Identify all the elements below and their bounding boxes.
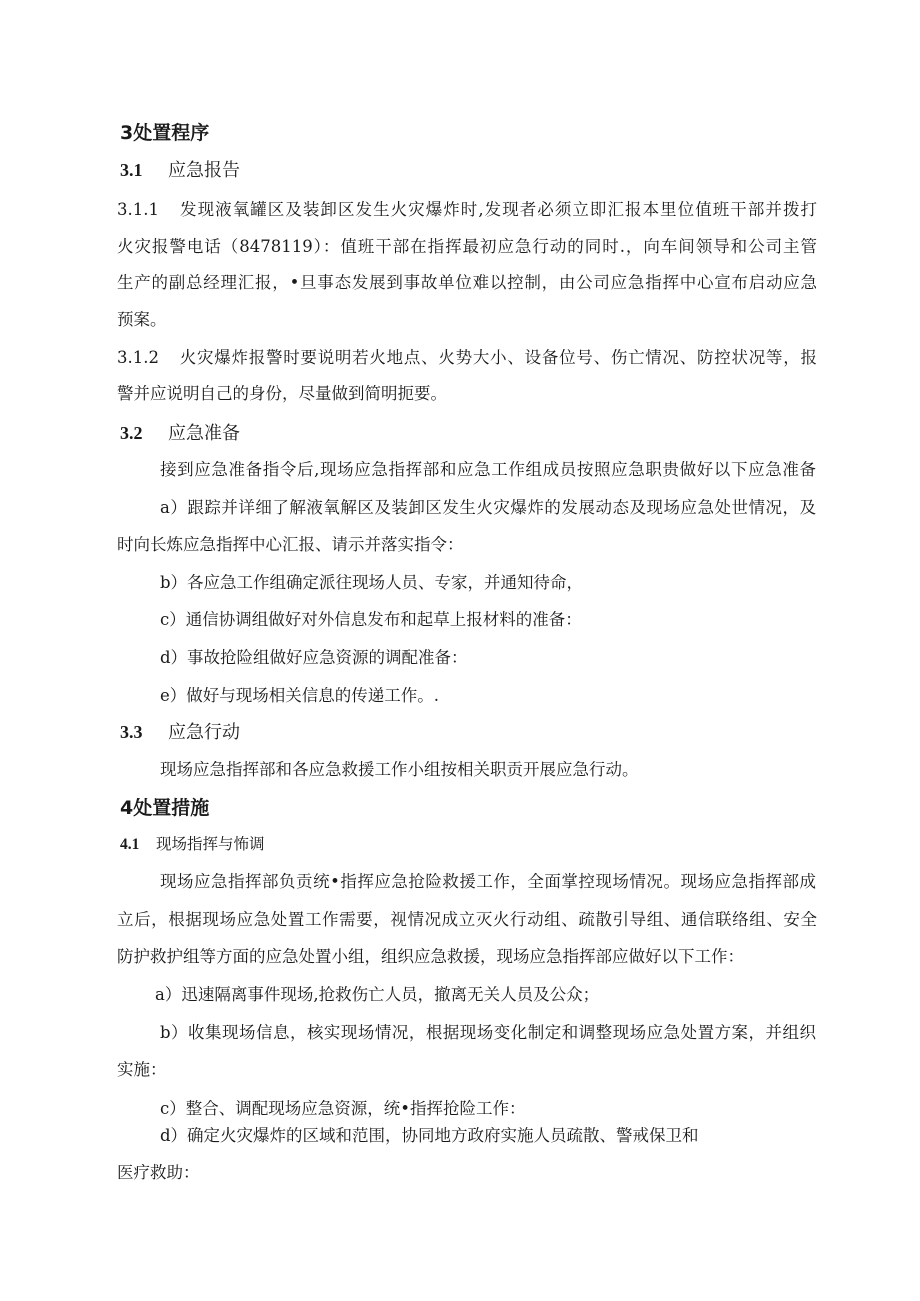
section-number: 3.3 <box>120 722 143 742</box>
list-item-a-cont: 时向长炼应急指挥中心汇报、请示并落实指令： <box>117 535 464 554</box>
paragraph-line: 现场应急指挥部和各应急救援工作小组按相关职贡开展应急行动。 <box>160 760 639 779</box>
paragraph-line: 生产的副总经理汇报，•旦事态发展到事故单位难以控制，由公司应急指挥中心宣布启动应急 <box>117 273 817 292</box>
paragraph-line: 火灾报警电话（8478119）：值班干部在指挥最初应急行动的同时.，向车间领导和公司主管 <box>117 237 817 256</box>
clause-number: 3.1.2 <box>117 348 159 367</box>
list-item-e: e）做好与现场相关信息的传递工作。. <box>160 686 440 705</box>
clause-number: 3.1.1 <box>117 200 159 219</box>
section-4-heading: 4处置措施 <box>120 797 210 819</box>
section-title: 应急行动 <box>168 722 240 743</box>
list-item-b: b）各应急工作组确定派往现场人员、专家，并通知待命， <box>160 573 584 592</box>
list-item-d: d）事故抢险组做好应急资源的调配准备： <box>160 648 468 667</box>
list-item-c: c）整合、调配现场应急资源，统•指挥抢险工作： <box>160 1099 526 1118</box>
section-3-2-heading <box>120 421 240 446</box>
section-title: 应急报告 <box>168 160 240 181</box>
paragraph-text: 火灾爆炸报警时要说明若火地点、火势大小、设备位号、伤亡情况、防控状况等，报 <box>179 348 817 367</box>
list-item-d-cont: 医疗救助： <box>117 1163 200 1182</box>
paragraph-line: 预案。 <box>117 310 167 329</box>
section-4-1-heading <box>120 834 265 855</box>
paragraph-line: 立后，根据现场应急处置工作需要，视情况成立灭火行动组、疏散引导组、通信联络组、安全 <box>117 910 817 929</box>
section-3-1-heading <box>120 158 240 183</box>
list-item-b: b）收集现场信息，核实现场情况，根据现场变化制定和调整现场应急处置方案，并组织 <box>160 1023 816 1042</box>
list-item-a: a）跟踪并详细了解液氧解区及装卸区发生火灾爆炸的发展动态及现场应急处世情况，及 <box>160 498 816 517</box>
section-title: 现场指挥与怖调 <box>156 835 265 853</box>
paragraph-line: 现场应急指挥部负贡统•指挥应急抢险救援工作，全面掌控现场情况。现场应急指挥部成 <box>160 872 816 891</box>
paragraph-line <box>117 348 817 368</box>
list-item-a: a）迅速隔离事件现场,抢救伤亡人员，撤离无关人员及公众； <box>155 985 600 1004</box>
section-number: 3.1 <box>120 160 143 180</box>
paragraph-line: 警并应说明自己的身份，尽量做到简明扼要。 <box>117 384 447 403</box>
paragraph-text: 发现液氧罐区及装卸区发生火灾爆炸时,发现者必须立即汇报本里位值班干部并拨打 <box>179 200 817 219</box>
paragraph-line: 接到应急准备指令后,现场应急指挥部和应急工作组成员按照应急职贵做好以下应急准备 <box>160 460 816 479</box>
section-number: 3.2 <box>120 423 143 443</box>
list-item-c: c）通信协调组做好对外信息发布和起草上报材料的准备： <box>160 610 582 629</box>
list-item-d: d）确定火灾爆炸的区域和范围，协同地方政府实施人员疏散、警戒保卫和 <box>160 1126 699 1145</box>
section-3-3-heading <box>120 720 240 745</box>
list-item-b-cont: 实施： <box>117 1060 167 1079</box>
section-number: 4.1 <box>120 836 140 853</box>
section-3-heading: 3处置程序 <box>120 122 210 144</box>
section-title: 应急准备 <box>168 423 240 444</box>
paragraph-line <box>117 200 817 220</box>
paragraph-line: 防护救护组等方面的应急处置小组，组织应急救援，现场应急指挥部应做好以下工作： <box>117 947 744 966</box>
